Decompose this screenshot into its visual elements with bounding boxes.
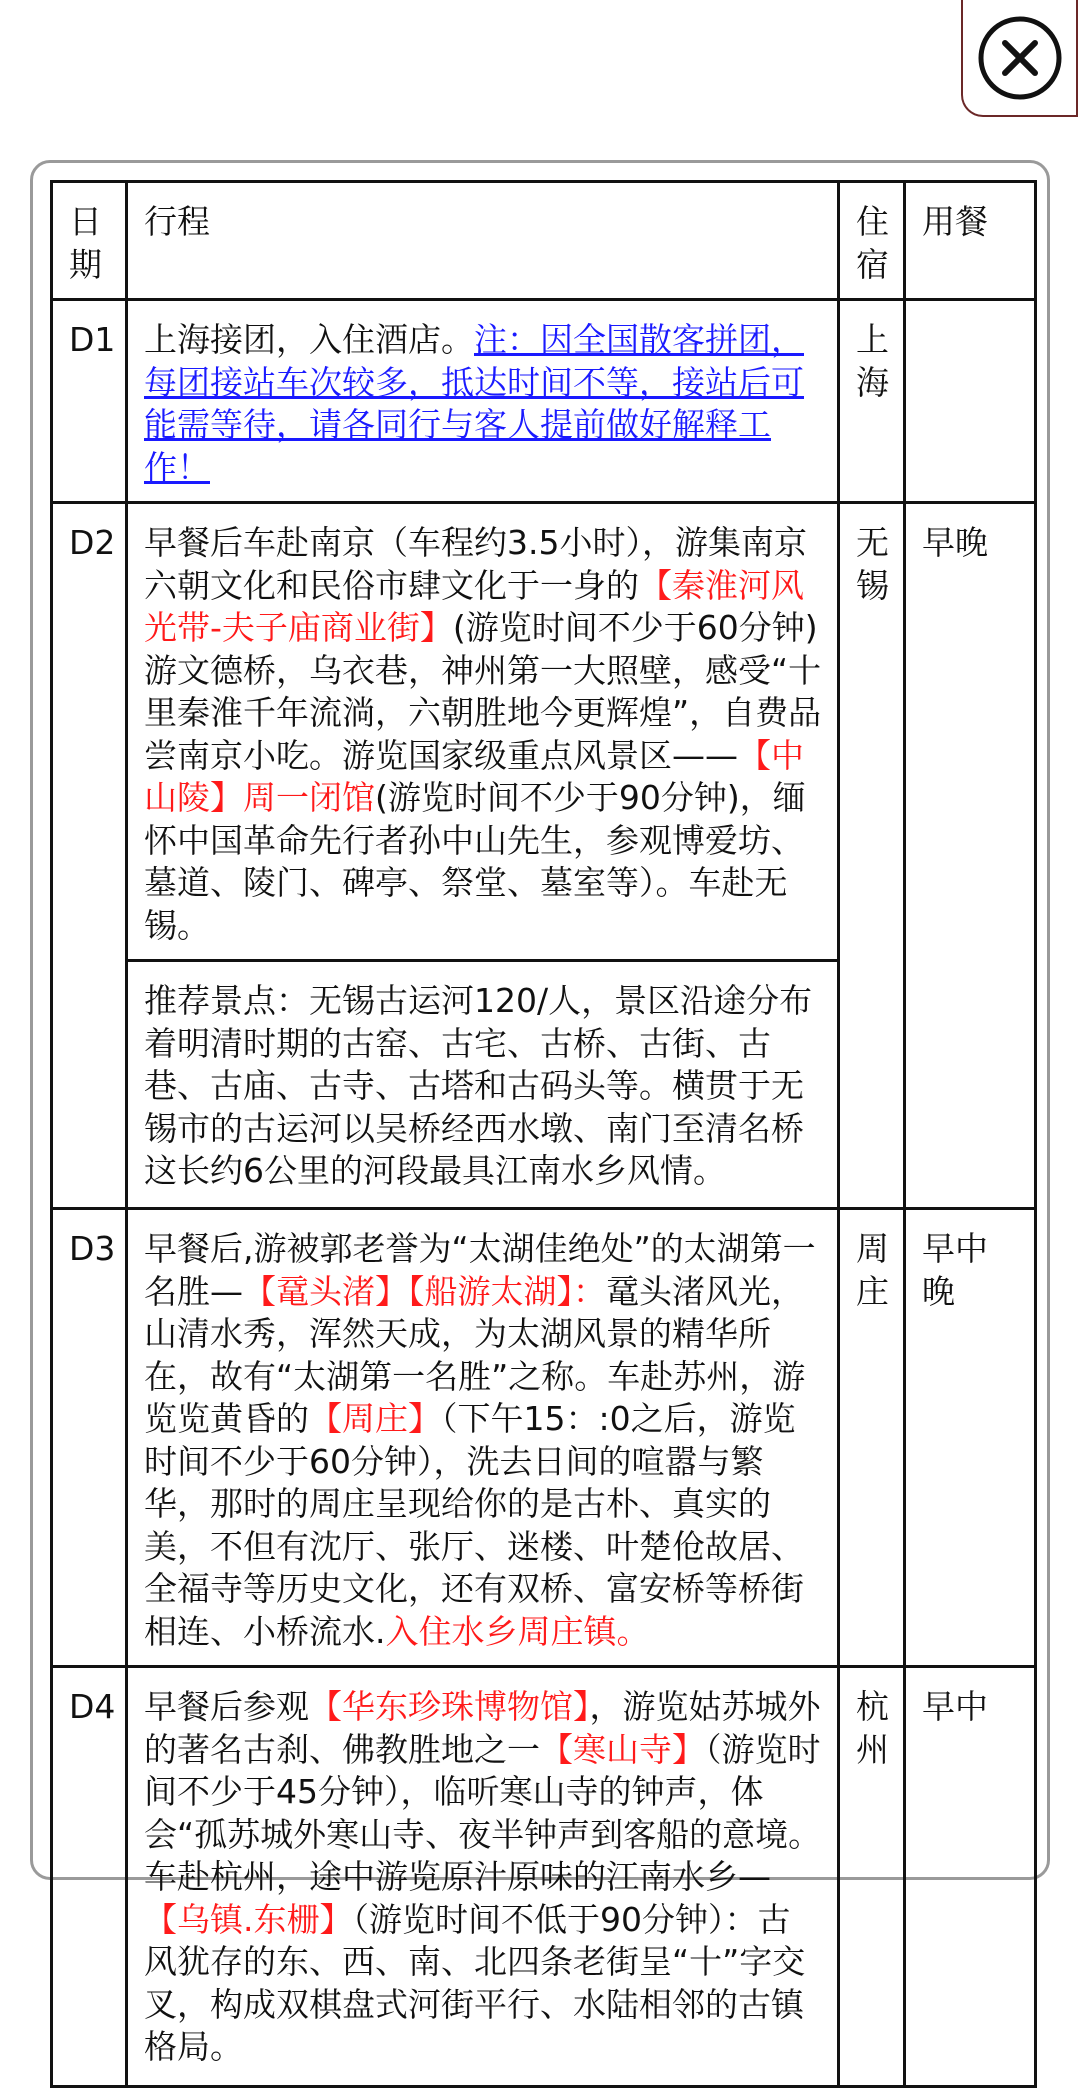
itinerary-cell	[127, 1209, 839, 1667]
itinerary-cell	[127, 503, 839, 961]
day-cell: D2	[52, 503, 127, 1209]
close-button[interactable]	[961, 0, 1078, 117]
highlight-text: 【鼋头渚】【船游太湖】：	[243, 1271, 606, 1311]
highlight-text: 【中山陵】周一闭馆	[144, 735, 804, 817]
highlight-text: 【华东珍珠博物馆】	[309, 1687, 590, 1726]
table-row	[52, 503, 1036, 961]
highlight-text: 【乌镇.东栅】	[144, 1899, 353, 1939]
itinerary-text: (游览时间不少于90分钟)，缅怀中国革命先行者孙中山先生，参观博爱坊、墓道、陵门、碑亭、祭堂、墓室等）。车赴无锡。	[144, 778, 806, 945]
day-cell: D3	[52, 1209, 127, 1667]
itinerary-table	[50, 180, 1037, 2088]
itinerary-text: 早餐后,游被郭老誉为“太湖佳绝处”的太湖第一名胜—	[144, 1229, 816, 1311]
itinerary-text: ，游览姑苏城外的著名古刹、佛教胜地之一	[144, 1687, 821, 1769]
itinerary-cell	[127, 300, 839, 503]
close-icon	[976, 14, 1064, 102]
itinerary-text: （游览时间不少于45分钟），临听寒山寺的钟声，体会“孤苏城外寒山寺、夜半钟声到客船的意境。车赴杭州，途中游览原汁原味的江南水乡—	[144, 1729, 822, 1896]
header-date: 日期	[52, 182, 127, 300]
highlight-text: 入住水乡周庄镇。	[385, 1611, 650, 1651]
itinerary-text: （下午15：:0之后，游览时间不少于60分钟），洗去日间的喧嚣与繁华，那时的周庄呈现给你的是古朴、真实的美，不但有沈厅、张厅、迷楼、叶楚伧故居、全福寺等历史文化，还有双桥、富安桥等桥街相连、小桥流水.	[144, 1399, 804, 1651]
hotel-cell: 无锡	[839, 503, 905, 1209]
hotel-cell: 周庄	[839, 1209, 905, 1667]
meals-cell: 早晚	[905, 503, 1036, 1209]
table-row	[52, 1667, 1036, 2087]
itinerary-text: （游览时间不低于90分钟）：古风犹存的东、西、南、北四条老街呈“十”字交叉，构成双棋盘式河街平行、水陆相邻的古镇格局。	[144, 1899, 806, 2066]
itinerary-text: 鼋头渚风光，山清水秀，浑然天成，为太湖风景的精华所在，故有“太湖第一名胜”之称。车赴苏州，游览览黄昏的	[144, 1271, 806, 1438]
itinerary-cell	[127, 1667, 839, 2087]
notice-link[interactable]: 注：因全国散客拼团，每团接站车次较多，抵达时间不等，接站后可能需等待，请各同行与客人提前做好解释工作！	[144, 320, 804, 487]
header-itinerary: 行程	[127, 182, 839, 300]
highlight-text: 【周庄】	[309, 1399, 441, 1438]
table-header-row	[52, 182, 1036, 300]
itinerary-text: (游览时间不少于60分钟)游文德桥，乌衣巷，神州第一大照壁，感受“十里秦淮千年流淌，六朝胜地今更辉煌”，自费品尝南京小吃。游览国家级重点风景区——	[144, 608, 822, 775]
itinerary-text: 早餐后车赴南京（车程约3.5小时），游集南京六朝文化和民俗市肆文化于一身的	[144, 523, 807, 605]
itinerary-text: 上海接团，入住酒店。	[144, 320, 474, 359]
table-row	[52, 300, 1036, 503]
itinerary-text: 早餐后参观	[144, 1687, 309, 1726]
itinerary-panel	[30, 160, 1050, 2066]
day-cell: D1	[52, 300, 127, 503]
hotel-cell: 杭州	[839, 1667, 905, 2087]
hotel-cell: 上海	[839, 300, 905, 503]
header-hotel: 住宿	[839, 182, 905, 300]
recommendation-note: 推荐景点：无锡古运河120/人，景区沿途分布着明清时期的古窑、古宅、古桥、古街、古巷、古庙、古寺、古塔和古码头等。横贯于无锡市的古运河以吴桥经西水墩、南门至清名桥这长约6公里的河段最具江南水乡风情。	[127, 961, 839, 1209]
highlight-text: 【秦淮河风光带-夫子庙商业街】	[144, 565, 804, 647]
highlight-text: 【寒山寺】	[540, 1729, 705, 1769]
meals-cell: 早中	[905, 1667, 1036, 2087]
meals-cell	[905, 300, 1036, 503]
day-cell: D4	[52, 1667, 127, 2087]
meals-cell: 早中晚	[905, 1209, 1036, 1667]
header-meals: 用餐	[905, 182, 1036, 300]
table-row	[52, 1209, 1036, 1667]
